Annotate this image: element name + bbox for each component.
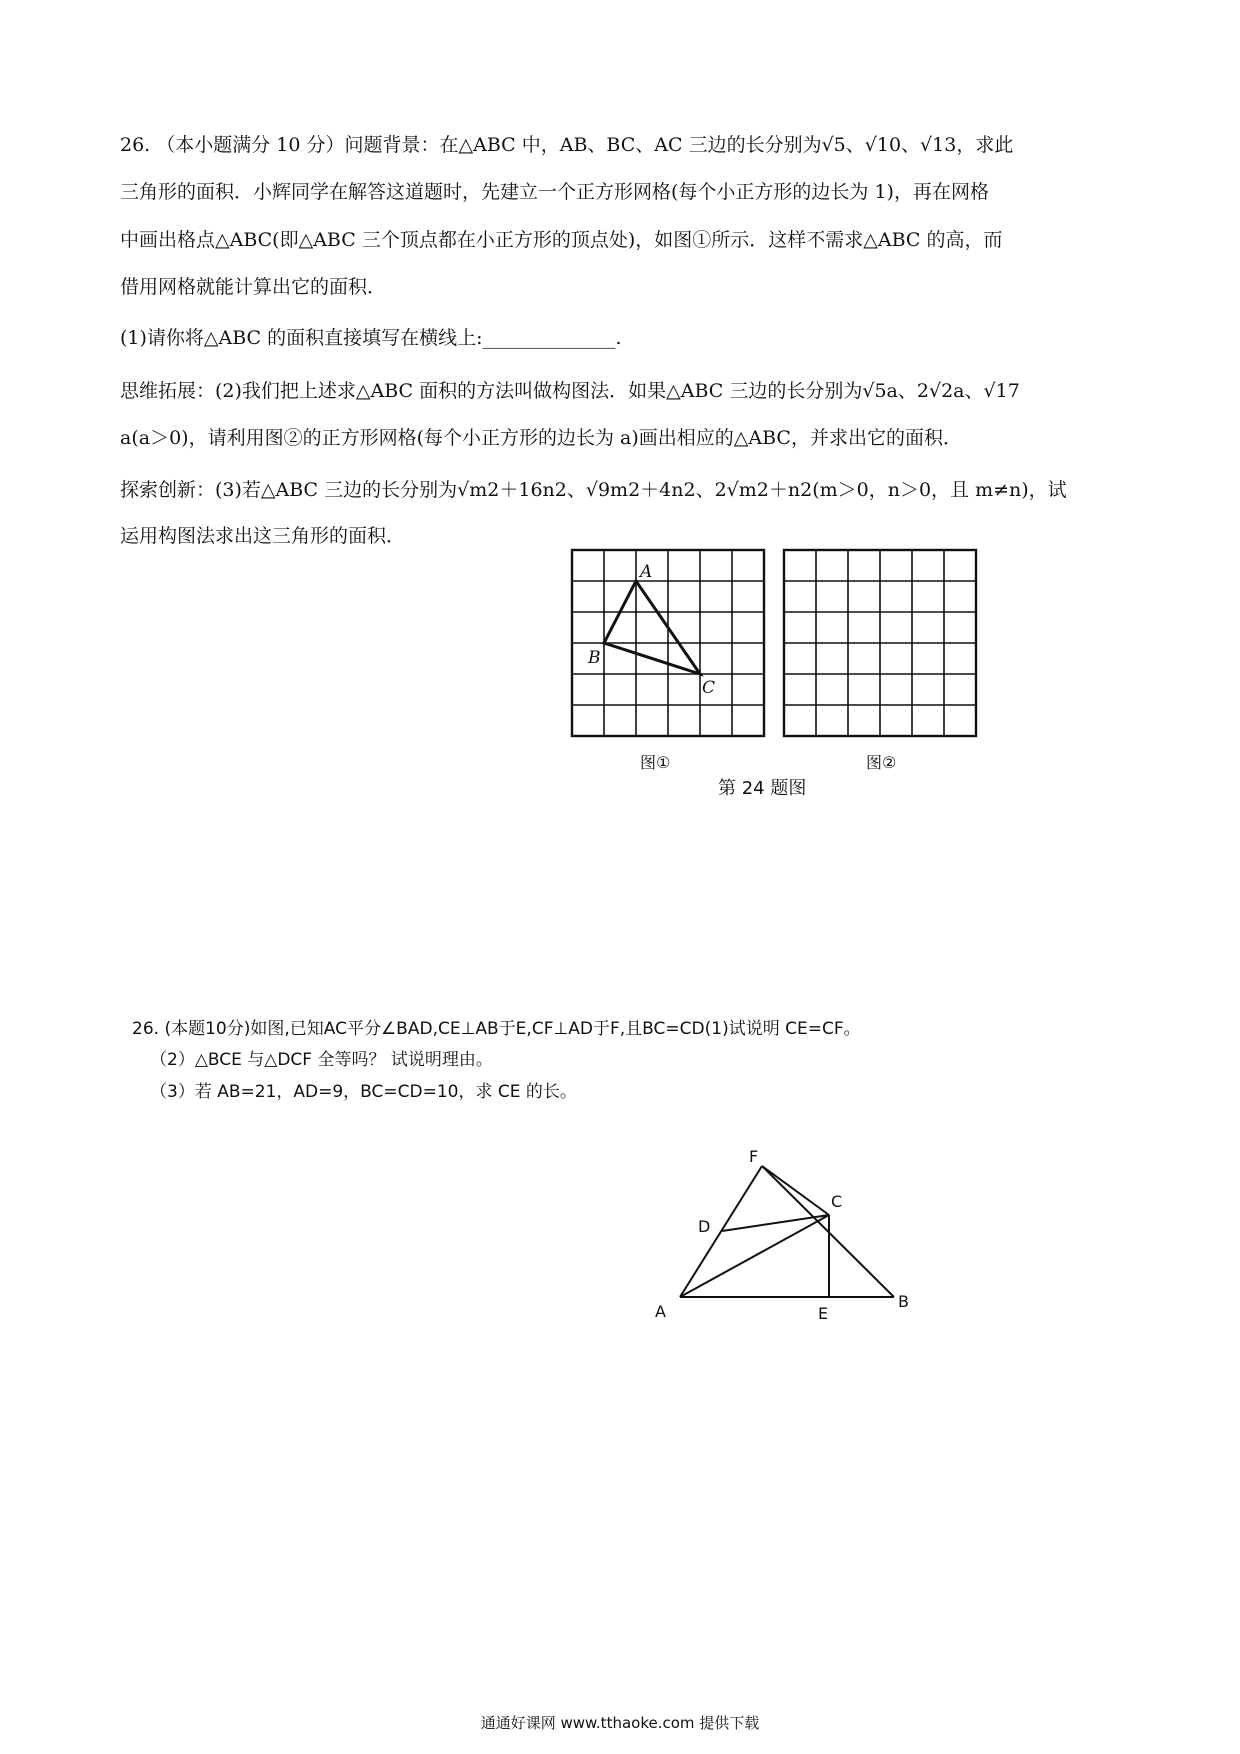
footer-credit: 通通好课网 www.tthaoke.com 提供下载 <box>480 1714 760 1732</box>
problem1-line7: a(a＞0)，请利用图②的正方形网格(每个小正方形的边长为 a)画出相应的△ABC，并求出它的面积． <box>120 427 962 449</box>
problem1-line2: 三角形的面积．小辉同学在解答这道题时，先建立一个正方形网格(每个小正方形的边长为 1)，再在网格 <box>120 181 989 203</box>
figure-title: 第 24 题图 <box>718 778 807 799</box>
label-a: A <box>640 562 653 582</box>
problem1-line8: 探索创新：(3)若△ABC 三边的长分别为√m2＋16n2、√9m2＋4n2、2√m2＋n2(m＞0，n＞0，且 m≠n)，试 <box>120 479 1067 501</box>
problem1-line5: (1)请你将△ABC 的面积直接填写在横线上:______________. <box>120 327 622 349</box>
problem1-line9: 运用构图法求出这三角形的面积． <box>120 525 406 547</box>
problem1-line3: 中画出格点△ABC(即△ABC 三个顶点都在小正方形的顶点处)，如图①所示．这样不需求△ABC 的高，而 <box>120 229 1003 251</box>
geo-label-e: E <box>818 1304 829 1323</box>
problem1-line1: 26. （本小题满分 10 分）问题背景：在△ABC 中，AB、BC、AC 三边的长分别为√5、√10、√13，求此 <box>120 134 1014 156</box>
problem2-line3: （3）若 AB=21，AD=9，BC=CD=10，求 CE 的长。 <box>150 1082 577 1102</box>
problem1-line6: 思维拓展：(2)我们把上述求△ABC 面积的方法叫做构图法．如果△ABC 三边的长分别为√5a、2√2a、√17 <box>120 380 1020 402</box>
geo-label-b: B <box>898 1292 909 1311</box>
problem2-line2: （2）△BCE 与△DCF 全等吗？ 试说明理由。 <box>150 1050 493 1070</box>
label-b: B <box>588 648 601 668</box>
geo-label-d: D <box>698 1217 711 1236</box>
geo-label-c: C <box>831 1192 843 1211</box>
fig2-caption: 图② <box>866 753 897 772</box>
fig1-caption: 图① <box>640 753 671 772</box>
label-c: C <box>702 678 716 698</box>
geo-label-f: F <box>749 1147 759 1166</box>
problem1-line4: 借用网格就能计算出它的面积． <box>120 276 387 298</box>
problem2-line1: 26. (本题10分)如图,已知AC平分∠BAD,CE⊥AB于E,CF⊥AD于F,且BC=CD(1)试说明 CE=CF。 <box>132 1019 861 1039</box>
geo-label-a: A <box>655 1302 666 1321</box>
